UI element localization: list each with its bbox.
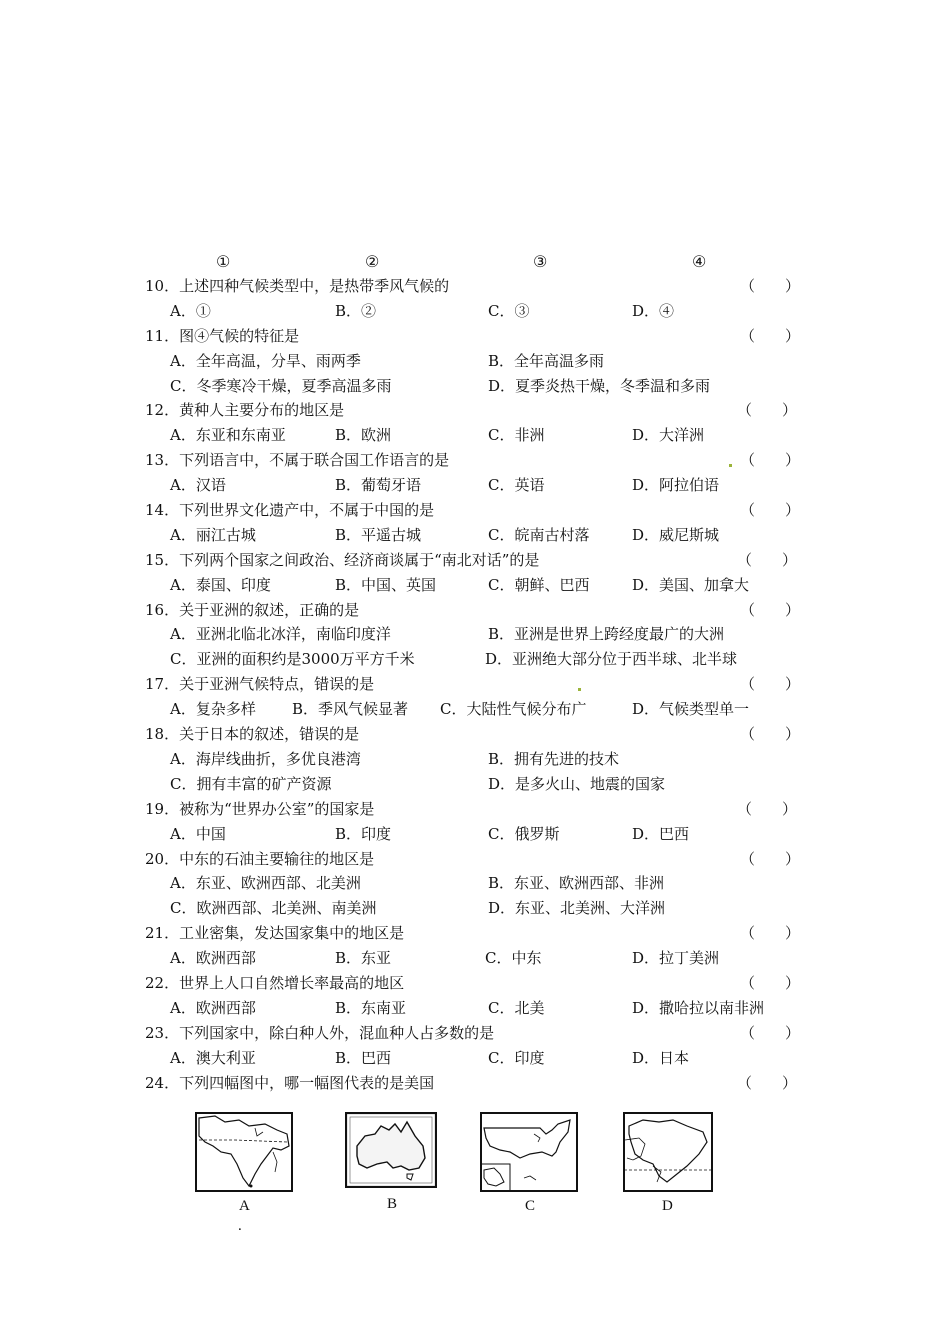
- option[interactable]: A．欧洲西部: [170, 949, 256, 967]
- option[interactable]: A．中国: [170, 825, 226, 843]
- option[interactable]: A．东亚、欧洲西部、北美洲: [170, 874, 361, 892]
- stray-mark: [578, 688, 581, 691]
- brazil-map-icon[interactable]: [623, 1112, 713, 1192]
- option[interactable]: C．朝鲜、巴西: [488, 576, 590, 594]
- option[interactable]: D．亚洲绝大部分位于西半球、北半球: [485, 650, 738, 668]
- option[interactable]: C．亚洲的面积约是3000万平方千米: [170, 650, 415, 668]
- option[interactable]: C．中东: [485, 949, 542, 967]
- question-stem: 24．下列四幅图中，哪一幅图代表的是美国: [145, 1074, 435, 1092]
- map-label-c: C: [525, 1198, 536, 1214]
- option[interactable]: B．东亚、欧洲西部、非洲: [488, 874, 665, 892]
- question-stem: 20．中东的石油主要输往的地区是: [145, 850, 375, 868]
- answer-bracket[interactable]: （ ）: [740, 327, 801, 345]
- stray-mark: [729, 464, 732, 467]
- option[interactable]: C．北美: [488, 999, 545, 1017]
- option[interactable]: A．海岸线曲折，多优良港湾: [170, 750, 361, 768]
- answer-bracket[interactable]: （ ）: [740, 277, 801, 295]
- answer-bracket[interactable]: （ ）: [740, 974, 801, 992]
- option[interactable]: B．葡萄牙语: [335, 476, 422, 494]
- option[interactable]: A．泰国、印度: [170, 576, 271, 594]
- answer-bracket[interactable]: （ ）: [740, 601, 801, 619]
- option[interactable]: C．英语: [488, 476, 545, 494]
- option[interactable]: C．大陆性气候分布广: [440, 700, 587, 718]
- option[interactable]: A．亚洲北临北冰洋，南临印度洋: [170, 625, 391, 643]
- question-stem: 12．黄种人主要分布的地区是: [145, 401, 345, 419]
- question-stem: 21．工业密集，发达国家集中的地区是: [145, 924, 405, 942]
- option[interactable]: B．平遥古城: [335, 526, 422, 544]
- option[interactable]: C．欧洲西部、北美洲、南美洲: [170, 899, 377, 917]
- question-stem: 22．世界上人口自然增长率最高的地区: [145, 974, 405, 992]
- option[interactable]: B．欧洲: [335, 426, 392, 444]
- map-label-b: B: [387, 1196, 398, 1212]
- answer-bracket[interactable]: （ ）: [740, 675, 801, 693]
- option[interactable]: A．汉语: [170, 476, 226, 494]
- question-stem: 18．关于日本的叙述，错误的是: [145, 725, 360, 743]
- option[interactable]: B．东亚: [335, 949, 392, 967]
- option[interactable]: D．④: [632, 302, 675, 320]
- question-stem: 13．下列语言中，不属于联合国工作语言的是: [145, 451, 450, 469]
- question-stem: 17．关于亚洲气候特点，错误的是: [145, 675, 375, 693]
- option[interactable]: B．巴西: [335, 1049, 392, 1067]
- option[interactable]: D．阿拉伯语: [632, 476, 720, 494]
- option[interactable]: D．拉丁美洲: [632, 949, 720, 967]
- circled-label-2: ②: [365, 252, 380, 271]
- option[interactable]: A．①: [170, 302, 211, 320]
- answer-bracket[interactable]: （ ）: [737, 1074, 798, 1092]
- option[interactable]: D．巴西: [632, 825, 690, 843]
- option[interactable]: A．东亚和东南亚: [170, 426, 286, 444]
- circled-label-4: ④: [692, 252, 707, 271]
- question-stem: 14．下列世界文化遗产中，不属于中国的是: [145, 501, 435, 519]
- australia-map-icon[interactable]: [345, 1112, 437, 1188]
- option[interactable]: D．威尼斯城: [632, 526, 720, 544]
- option[interactable]: C．印度: [488, 1049, 545, 1067]
- option[interactable]: B．亚洲是世界上跨经度最广的大洲: [488, 625, 725, 643]
- option[interactable]: A．全年高温，分旱、雨两季: [170, 352, 361, 370]
- answer-bracket[interactable]: （ ）: [740, 725, 801, 743]
- option[interactable]: D．气候类型单一: [632, 700, 750, 718]
- option[interactable]: D．东亚、北美洲、大洋洲: [488, 899, 666, 917]
- option[interactable]: A．欧洲西部: [170, 999, 256, 1017]
- answer-bracket[interactable]: （ ）: [740, 924, 801, 942]
- circled-label-3: ③: [533, 252, 548, 271]
- answer-bracket[interactable]: （ ）: [740, 1024, 801, 1042]
- option[interactable]: D．撒哈拉以南非洲: [632, 999, 765, 1017]
- option[interactable]: C．皖南古村落: [488, 526, 590, 544]
- option[interactable]: D．日本: [632, 1049, 690, 1067]
- option[interactable]: D．美国、加拿大: [632, 576, 750, 594]
- option[interactable]: A．丽江古城: [170, 526, 256, 544]
- answer-bracket[interactable]: （ ）: [737, 551, 798, 569]
- question-stem: 19．被称为“世界办公室”的国家是: [145, 800, 375, 818]
- map-label-a: A: [239, 1198, 250, 1214]
- option[interactable]: B．拥有先进的技术: [488, 750, 620, 768]
- answer-bracket[interactable]: （ ）: [740, 451, 801, 469]
- option[interactable]: B．东南亚: [335, 999, 407, 1017]
- option[interactable]: D．夏季炎热干燥，冬季温和多雨: [488, 377, 711, 395]
- option[interactable]: A．复杂多样: [170, 700, 256, 718]
- answer-bracket[interactable]: （ ）: [740, 501, 801, 519]
- option[interactable]: D．是多火山、地震的国家: [488, 775, 666, 793]
- option[interactable]: B．②: [335, 302, 377, 320]
- india-map-icon[interactable]: [195, 1112, 293, 1192]
- option[interactable]: C．拥有丰富的矿产资源: [170, 775, 332, 793]
- option[interactable]: C．俄罗斯: [488, 825, 560, 843]
- option[interactable]: B．中国、英国: [335, 576, 437, 594]
- map-label-d: D: [662, 1198, 673, 1214]
- option[interactable]: D．大洋洲: [632, 426, 705, 444]
- question-stem: 11．图④气候的特征是: [145, 327, 300, 345]
- option[interactable]: C．③: [488, 302, 530, 320]
- option[interactable]: C．非洲: [488, 426, 545, 444]
- answer-bracket[interactable]: （ ）: [740, 850, 801, 868]
- question-stem: 10．上述四种气候类型中，是热带季风气候的: [145, 277, 450, 295]
- answer-bracket[interactable]: （ ）: [737, 401, 798, 419]
- option[interactable]: B．季风气候显著: [292, 700, 409, 718]
- option[interactable]: A．澳大利亚: [170, 1049, 256, 1067]
- option[interactable]: B．印度: [335, 825, 392, 843]
- question-stem: 23．下列国家中，除白种人外，混血种人占多数的是: [145, 1024, 495, 1042]
- option[interactable]: C．冬季寒冷干燥，夏季高温多雨: [170, 377, 392, 395]
- question-stem: 15．下列两个国家之间政治、经济商谈属于“南北对话”的是: [145, 551, 540, 569]
- usa-map-icon[interactable]: [480, 1112, 578, 1192]
- stray-dot: .: [238, 1218, 242, 1234]
- question-stem: 16．关于亚洲的叙述，正确的是: [145, 601, 360, 619]
- option[interactable]: B．全年高温多雨: [488, 352, 605, 370]
- circled-label-1: ①: [216, 252, 231, 271]
- answer-bracket[interactable]: （ ）: [737, 800, 798, 818]
